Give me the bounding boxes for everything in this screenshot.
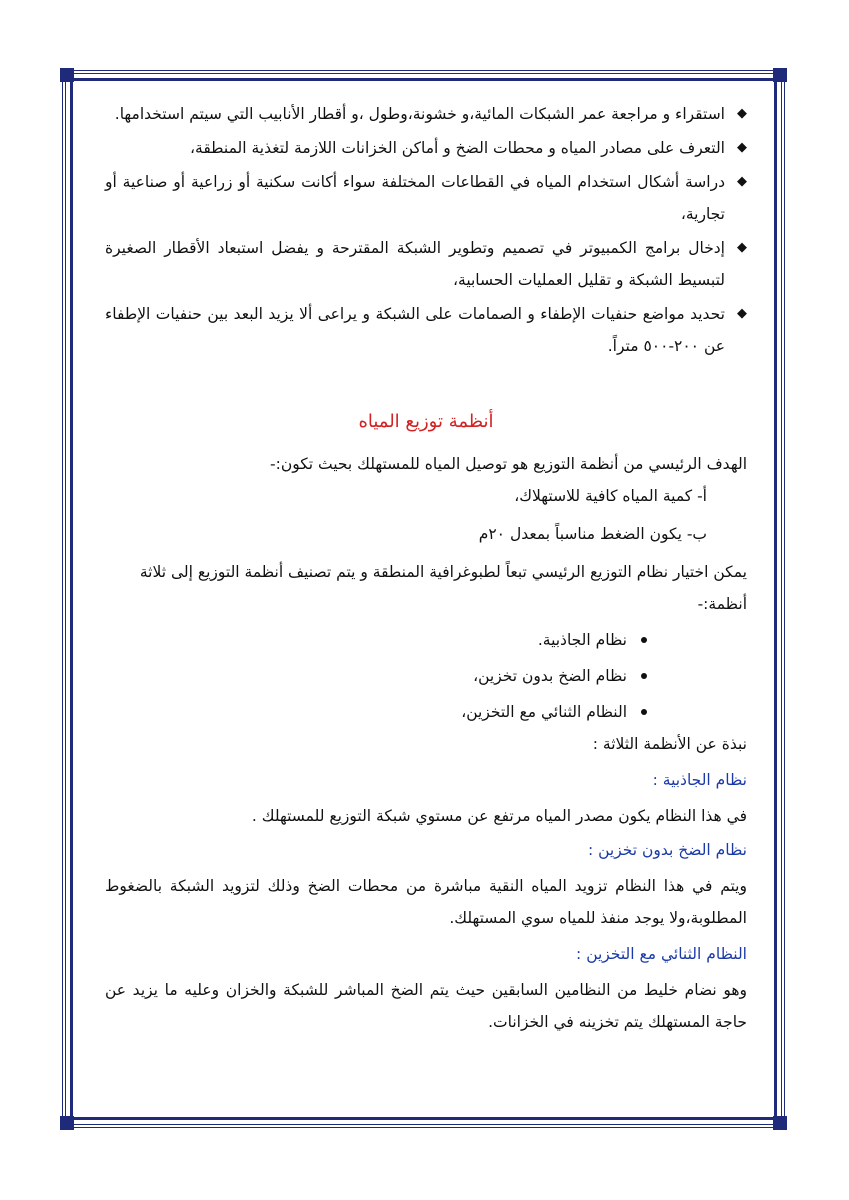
diamond-bullet-icon: ◆ [737,106,747,121]
border-corner [60,1116,74,1130]
pump-text: ويتم في هذا النظام تزويد المياه النقية مباشرة من محطات الضخ وذلك لتزويد الشبكة بالضغوط المطلوبة،ولا يوجد منفذ للمياه سوي المستهلك. [105,877,747,927]
diamond-bullet-icon: ◆ [737,306,747,321]
bullet-dot-icon [641,673,647,679]
border-corner [773,68,787,82]
list-item: نظام الضخ بدون تخزين، [105,660,747,692]
border-corner [773,1116,787,1130]
diamond-bullet-icon: ◆ [737,174,747,189]
section-title: أنظمة توزيع المياه [358,411,494,432]
list-item: ◆ استقراء و مراجعة عمر الشبكات المائية،و خشونة،وطول ،و أقطار الأنابيب التي سيتم استخدامها. [105,98,747,130]
gravity-text: في هذا النظام يكون مصدر المياه مرتفع عن مستوي شبكة التوزيع للمستهلك . [251,807,747,825]
requirements-list [105,98,747,362]
border-corner [60,68,74,82]
diamond-bullet-icon: ◆ [737,240,747,255]
bullet-dot-icon [641,709,647,715]
goal-intro: الهدف الرئيسي من أنظمة التوزيع هو توصيل المياه للمستهلك بحيث تكون:- [270,455,747,473]
systems-intro: يمكن اختيار نظام التوزيع الرئيسي تبعاً لطبوغرافية المنطقة و يتم تصنيف أنظمة التوزيع إلى ثلاثة أنظمة:- [139,563,747,613]
list-item: النظام الثنائي مع التخزين، [105,696,747,728]
pump-heading: نظام الضخ بدون تخزين : [587,841,747,859]
document-body [105,98,747,1038]
list-item: ◆ إدخال برامج الكمبيوتر في تصميم وتطوير الشبكة المقترحة و يفضل استبعاد الأقطار الصغيرة لتبسيط الشبكة و تقليل العمليات الحسابية، [105,232,747,296]
goal-b: ب- يكون الضغط مناسباً بمعدل ٢٠م [478,525,707,543]
systems-list [105,624,747,728]
list-item: ◆ تحديد مواضع حنفيات الإطفاء و الصمامات على الشبكة و يراعى ألا يزيد البعد بين حنفيات الإطفاء عن ٢٠٠-٥٠٠ متراً. [105,298,747,362]
list-item: نظام الجاذبية. [105,624,747,656]
dual-heading: النظام الثنائي مع التخزين : [576,945,747,963]
diamond-bullet-icon: ◆ [737,140,747,155]
list-item: ◆ التعرف على مصادر المياه و محطات الضخ و أماكن الخزانات اللازمة لتغذية المنطقة، [105,132,747,164]
bullet-dot-icon [641,637,647,643]
list-item: ◆ دراسة أشكال استخدام المياه في القطاعات المختلفة سواء أكانت سكنية أو زراعية أو صناعية أو تجارية، [105,166,747,230]
dual-text: وهو نضام خليط من النظامين السابقين حيث يتم الضخ المباشر للشبكة والخزان وعليه ما يزيد عن حاجة المستهلك يتم تخزينه في الخزانات. [105,981,747,1031]
overview-label: نبذة عن الأنظمة الثلاثة : [592,735,747,753]
goal-a: أ- كمية المياه كافية للاستهلاك، [514,487,707,505]
gravity-heading: نظام الجاذبية : [652,771,747,789]
